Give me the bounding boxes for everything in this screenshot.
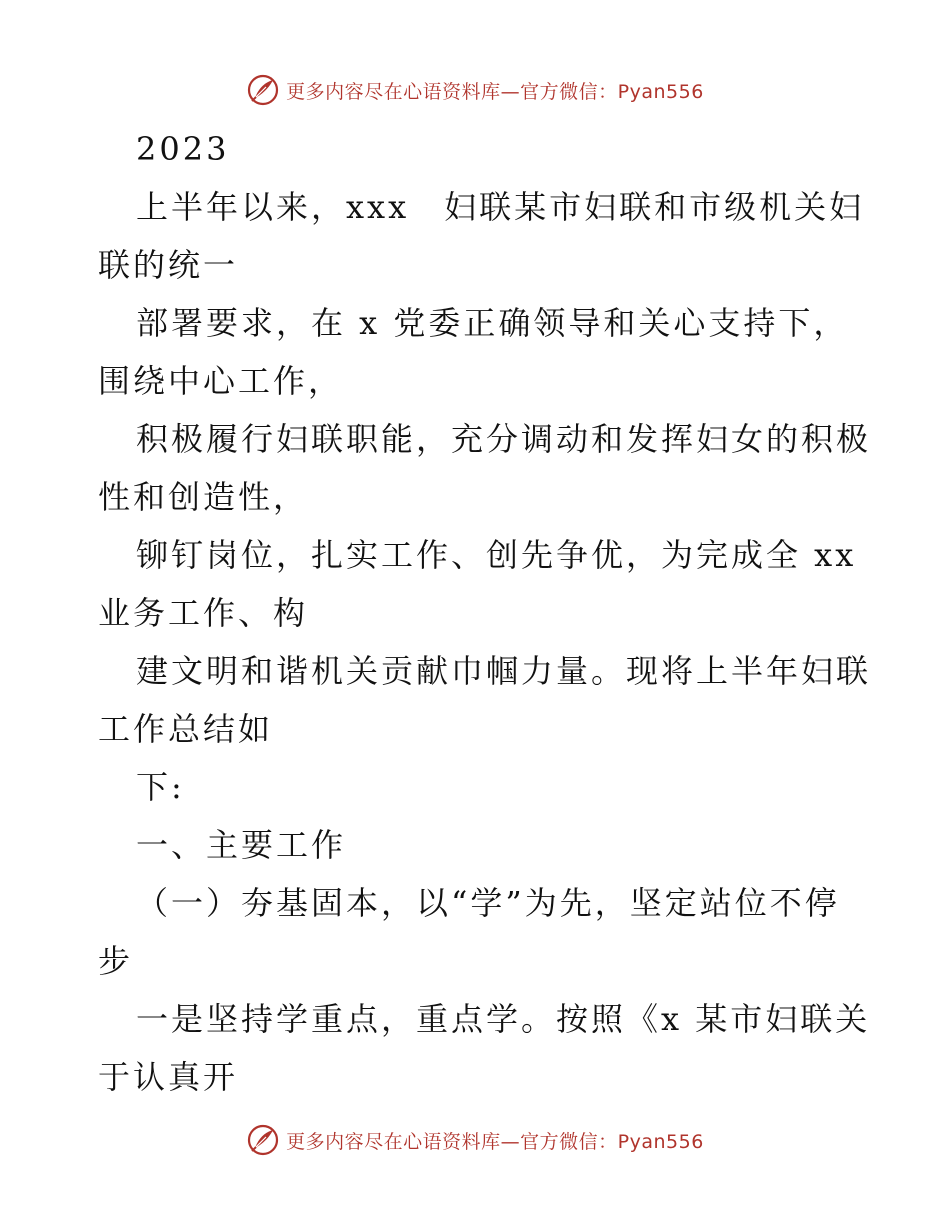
footer-watermark-text: 更多内容尽在心语资料库—官方微信：Pyan556 <box>286 1130 704 1153</box>
text-line: 于认真开 <box>98 1058 239 1096</box>
text-line: 步 <box>98 942 134 980</box>
header-watermark-text: 更多内容尽在心语资料库—官方微信：Pyan556 <box>286 80 704 103</box>
text-line: 部署要求，在 x 党委正确领导和关心支持下， <box>136 304 849 342</box>
text-line: 工作总结如 <box>98 710 274 748</box>
text-line: 联的统一 <box>98 246 239 284</box>
text-line: 业务工作、构 <box>98 594 309 632</box>
header-watermark-banner <box>0 70 950 110</box>
text-line: 建文明和谐机关贡献巾帼力量。现将上半年妇联 <box>136 652 872 690</box>
text-line: 一、主要工作 <box>136 826 347 864</box>
feather-pen-logo-icon <box>246 73 280 107</box>
text-line: 一是坚持学重点，重点学。按照《x 某市妇联关 <box>136 1000 871 1038</box>
text-line: 性和创造性， <box>98 478 309 516</box>
text-line: （一）夯基固本，以“学”为先，坚定站位不停 <box>136 884 840 922</box>
feather-pen-logo-icon <box>246 1123 280 1157</box>
document-body <box>98 120 872 1106</box>
footer-watermark-banner <box>0 1120 950 1160</box>
text-line: 铆钉岗位，扎实工作、创先争优，为完成全 xx <box>136 536 857 574</box>
text-line: 上半年以来，xxx 妇联某市妇联和市级机关妇 <box>136 188 865 226</box>
text-line: 积极履行妇联职能，充分调动和发挥妇女的积极 <box>136 420 872 458</box>
text-line: 2023 <box>136 130 230 168</box>
text-line: 围绕中心工作， <box>98 362 344 400</box>
text-line: 下: <box>136 768 185 806</box>
